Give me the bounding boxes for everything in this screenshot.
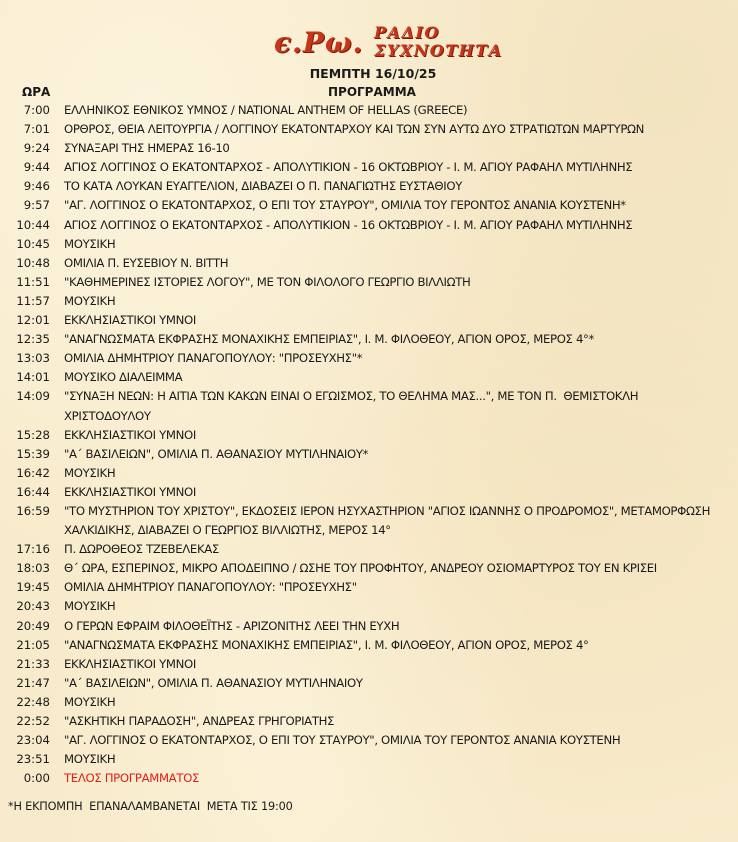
schedule-time: 10:45: [16, 236, 50, 251]
schedule-row-end: [0, 769, 738, 788]
schedule-row: [0, 196, 738, 215]
schedule-row: [0, 502, 738, 540]
schedule-program: ΟΜΙΛΙΑ Π. ΕΥΣΕΒΙΟΥ Ν. ΒΙΤΤΗ: [64, 255, 229, 270]
schedule-row: [0, 158, 738, 177]
schedule-program: ΟΡΘΡΟΣ, ΘΕΙΑ ΛΕΙΤΟΥΡΓΙΑ / ΛΟΓΓΙΝΟΥ ΕΚΑΤΟΝΤΑΡΧΟΥ ΚΑΙ ΤΩΝ ΣΥΝ ΑΥΤΩ ΔΥΟ ΣΤΡΑΤΙΩΤΩΝ ΜΑΡΤΥΡΩΝ: [64, 122, 644, 137]
schedule-program: ΜΟΥΣΙΚΗ: [64, 236, 116, 251]
schedule-program: "ΑΓ. ΛΟΓΓΙΝΟΣ Ο ΕΚΑΤΟΝΤΑΡΧΟΣ, Ο ΕΠΙ ΤΟΥ ΣΤΑΥΡΟΥ", ΟΜΙΛΙΑ ΤΟΥ ΓΕΡΟΝΤΟΣ ΑΝΑΝΙΑ ΚΟΥΣΤΕΝΗ: [64, 733, 621, 748]
schedule-row: [0, 235, 738, 254]
schedule-time: 14:09: [16, 389, 50, 404]
schedule-row: [0, 311, 738, 330]
schedule-list: [0, 101, 738, 788]
schedule-time: 20:43: [16, 599, 50, 614]
schedule-time: 12:35: [16, 332, 50, 347]
schedule-time: 21:47: [16, 675, 50, 690]
schedule-program: ΟΜΙΛΙΑ ΔΗΜΗΤΡΙΟΥ ΠΑΝΑΓΟΠΟΥΛΟΥ: "ΠΡΟΣΕΥΧΗΣ"*: [64, 351, 363, 366]
schedule-row: [0, 273, 738, 292]
logo-wordmark: [374, 24, 503, 60]
schedule-row: [0, 655, 738, 674]
schedule-time: 9:24: [23, 141, 50, 156]
schedule-time: 21:05: [16, 637, 50, 652]
schedule-time: 23:51: [16, 752, 50, 767]
schedule-time: 13:03: [16, 351, 50, 366]
schedule-row: [0, 597, 738, 616]
schedule-program: ΤΕΛΟΣ ΠΡΟΓΡΑΜΜΑΤΟΣ: [64, 771, 199, 786]
schedule-row: [0, 330, 738, 349]
schedule-row: [0, 177, 738, 196]
schedule-program: ΣΥΝΑΞΑΡΙ ΤΗΣ ΗΜΕΡΑΣ 16-10: [64, 141, 230, 156]
schedule-time: 11:51: [16, 274, 50, 289]
schedule-program: ΜΟΥΣΙΚΗ: [64, 599, 116, 614]
schedule-row: [0, 693, 738, 712]
schedule-program: ΜΟΥΣΙΚΟ ΔΙΑΛΕΙΜΜΑ: [64, 370, 183, 385]
schedule-program: ΕΛΛΗΝΙΚΟΣ ΕΘΝΙΚΟΣ ΥΜΝΟΣ / NATIONAL ANTHEM OF HELLAS (GREECE): [64, 103, 468, 117]
schedule-time: 10:48: [16, 255, 50, 270]
schedule-row: [0, 445, 738, 464]
schedule-time: 9:44: [23, 160, 50, 175]
schedule-row: [0, 216, 738, 235]
schedule-row: [0, 139, 738, 158]
schedule-row: [0, 483, 738, 502]
schedule-time: 16:59: [16, 503, 50, 518]
schedule-time: 15:39: [16, 446, 50, 461]
schedule-program: ΜΟΥΣΙΚΗ: [64, 293, 116, 308]
schedule-time: 14:01: [16, 370, 50, 385]
schedule-program: "ΑΓ. ΛΟΓΓΙΝΟΣ Ο ΕΚΑΤΟΝΤΑΡΧΟΣ, Ο ΕΠΙ ΤΟΥ ΣΤΑΥΡΟΥ", ΟΜΙΛΙΑ ΤΟΥ ΓΕΡΟΝΤΟΣ ΑΝΑΝΙΑ ΚΟΥΣΤΕΝΗ*: [64, 198, 626, 213]
schedule-time: 18:03: [16, 561, 50, 576]
schedule-row: [0, 578, 738, 597]
schedule-program: ΑΓΙΟΣ ΛΟΓΓΙΝΟΣ Ο ΕΚΑΤΟΝΤΑΡΧΟΣ - ΑΠΟΛΥΤΙΚΙΟΝ - 16 ΟΚΤΩΒΡΙΟΥ - Ι. Μ. ΑΓΙΟΥ ΡΑΦΑΗΛ ΜΥΤΙΛΗΝΗΣ: [64, 217, 633, 232]
footnote: *Η ΕΚΠΟΜΠΗ ΕΠΑΝΑΛΑΜΒΑΝΕΤΑΙ ΜΕΤΑ ΤΙΣ 19:00: [8, 800, 293, 813]
schedule-time: 7:01: [23, 122, 50, 137]
schedule-program: ΕΚΚΛΗΣΙΑΣΤΙΚΟΙ ΥΜΝΟΙ: [64, 484, 196, 499]
schedule-program: ΕΚΚΛΗΣΙΑΣΤΙΚΟΙ ΥΜΝΟΙ: [64, 656, 196, 671]
schedule-program: ΜΟΥΣΙΚΗ: [64, 694, 116, 709]
schedule-program: "ΤΟ ΜΥΣΤΗΡΙΟΝ ΤΟΥ ΧΡΙΣΤΟΥ", ΕΚΔΟΣΕΙΣ ΙΕΡΟΝ ΗΣΥΧΑΣΤΗΡΙΟΝ "ΑΓΙΟΣ ΙΩΑΝΝΗΣ Ο ΠΡΟΔΡΟΜΟΣ", ΜΕΤΑΜΟΡΦΩΣΗ ΧΑΛΚΙΔΙΚΗΣ, ΔΙΑΒΑΖΕΙ Ο ΓΕΩΡΓΙΟΣ ΒΙΛΛΙΩΤΗΣ, ΜΕΡΟΣ 14°: [64, 503, 714, 538]
schedule-program: "Α΄ ΒΑΣΙΛΕΙΩΝ", ΟΜΙΛΙΑ Π. ΑΘΑΝΑΣΙΟΥ ΜΥΤΙΛΗΝΑΙΟΥ*: [64, 446, 369, 461]
schedule-row: [0, 368, 738, 387]
logo-line-2: ΣΥΧΝΟΤΗΤΑ: [374, 41, 503, 60]
schedule-row: [0, 120, 738, 139]
schedule-program: ΟΜΙΛΙΑ ΔΗΜΗΤΡΙΟΥ ΠΑΝΑΓΟΠΟΥΛΟΥ: "ΠΡΟΣΕΥΧΗΣ": [64, 580, 357, 595]
schedule-row: [0, 349, 738, 368]
schedule-time: 0:00: [23, 771, 50, 786]
schedule-row: [0, 559, 738, 578]
logo-mark: є.Ρω.: [274, 26, 364, 59]
schedule-row: [0, 617, 738, 636]
schedule-time: 9:46: [23, 179, 50, 194]
schedule-program: ΜΟΥΣΙΚΗ: [64, 465, 116, 480]
schedule-program: "ΑΝΑΓΝΩΣΜΑΤΑ ΕΚΦΡΑΣΗΣ ΜΟΝΑΧΙΚΗΣ ΕΜΠΕΙΡΙΑΣ", Ι. Μ. ΦΙΛΟΘΕΟΥ, ΑΓΙΟΝ ΟΡΟΣ, ΜΕΡΟΣ 4°*: [64, 332, 595, 347]
schedule-program: Θ΄ ΩΡΑ, ΕΣΠΕΡΙΝΟΣ, ΜΙΚΡΟ ΑΠΟΔΕΙΠΝΟ / ΩΣΗΕ ΤΟΥ ΠΡΟΦΗΤΟΥ, ΑΝΔΡΕΟΥ ΟΣΙΟΜΑΡΤΥΡΟΣ ΤΟΥ ΕΝ ΚΡΙΣΕΙ: [64, 561, 657, 576]
schedule-row: [0, 731, 738, 750]
schedule-row: [0, 101, 738, 120]
schedule-program: ΕΚΚΛΗΣΙΑΣΤΙΚΟΙ ΥΜΝΟΙ: [64, 427, 196, 442]
schedule-row: [0, 254, 738, 273]
schedule-row: [0, 387, 738, 425]
logo-line-1: ΡΑΔΙΟ: [374, 23, 440, 42]
schedule-program: ΕΚΚΛΗΣΙΑΣΤΙΚΟΙ ΥΜΝΟΙ: [64, 313, 196, 328]
program-column-header: ΠΡΟΓΡΑΜΜΑ: [328, 85, 416, 99]
schedule-date: ΠΕΜΠΤΗ 16/10/25: [309, 66, 437, 81]
schedule-program: "ΣΥΝΑΞΗ ΝΕΩΝ: Η ΑΙΤΙΑ ΤΩΝ ΚΑΚΩΝ ΕΙΝΑΙ Ο ΕΓΩΙΣΜΟΣ, ΤΟ ΘΕΛΗΜΑ ΜΑΣ...", ΜΕ ΤΟΝ Π. ΘΕΜΙΣΤΟΚΛΗ ΧΡΙΣΤΟΔΟΥΛΟΥ: [64, 389, 642, 423]
schedule-time: 23:04: [16, 733, 50, 748]
schedule-program: ΤΟ ΚΑΤΑ ΛΟΥΚΑΝ ΕΥΑΓΓΕΛΙΟΝ, ΔΙΑΒΑΖΕΙ Ο Π. ΠΑΝΑΓΙΩΤΗΣ ΕΥΣΤΑΘΙΟΥ: [64, 179, 463, 194]
schedule-time: 16:44: [16, 484, 50, 499]
schedule-row: [0, 712, 738, 731]
station-logo: [274, 14, 503, 64]
schedule-program: "ΑΝΑΓΝΩΣΜΑΤΑ ΕΚΦΡΑΣΗΣ ΜΟΝΑΧΙΚΗΣ ΕΜΠΕΙΡΙΑΣ", Ι. Μ. ΦΙΛΟΘΕΟΥ, ΑΓΙΟΝ ΟΡΟΣ, ΜΕΡΟΣ 4°: [64, 637, 589, 652]
schedule-row: [0, 426, 738, 445]
schedule-row: [0, 636, 738, 655]
schedule-time: 12:01: [16, 313, 50, 328]
schedule-time: 7:00: [23, 103, 50, 117]
schedule-time: 20:49: [16, 618, 50, 633]
schedule-time: 11:57: [16, 293, 50, 308]
schedule-time: 16:42: [16, 465, 50, 480]
schedule-time: 22:52: [16, 714, 50, 728]
schedule-program: ΑΓΙΟΣ ΛΟΓΓΙΝΟΣ Ο ΕΚΑΤΟΝΤΑΡΧΟΣ - ΑΠΟΛΥΤΙΚΙΟΝ - 16 ΟΚΤΩΒΡΙΟΥ - Ι. Μ. ΑΓΙΟΥ ΡΑΦΑΗΛ ΜΥΤΙΛΗΝΗΣ: [64, 160, 633, 175]
schedule-time: 22:48: [16, 694, 50, 709]
schedule-row: [0, 674, 738, 693]
schedule-time: 9:57: [23, 198, 50, 213]
schedule-row: [0, 292, 738, 311]
schedule-program: "ΚΑΘΗΜΕΡΙΝΕΣ ΙΣΤΟΡΙΕΣ ΛΟΓΟΥ", ΜΕ ΤΟΝ ΦΙΛΟΛΟΓΟ ΓΕΩΡΓΙΟ ΒΙΛΛΙΩΤΗ: [64, 274, 471, 289]
schedule-time: 10:44: [16, 217, 50, 232]
schedule-program: ΜΟΥΣΙΚΗ: [64, 752, 116, 767]
schedule-program: "ΑΣΚΗΤΙΚΗ ΠΑΡΑΔΟΣΗ", ΑΝΔΡΕΑΣ ΓΡΗΓΟΡΙΑΤΗΣ: [64, 714, 335, 728]
schedule-row: [0, 540, 738, 559]
schedule-row: [0, 750, 738, 769]
schedule-time: 19:45: [16, 580, 50, 595]
time-column-header: ΩΡΑ: [22, 85, 51, 99]
schedule-time: 21:33: [16, 656, 50, 671]
schedule-time: 17:16: [16, 542, 50, 557]
schedule-program: Π. ΔΩΡΟΘΕΟΣ ΤΖΕΒΕΛΕΚΑΣ: [64, 542, 219, 557]
schedule-time: 15:28: [16, 427, 50, 442]
schedule-row: [0, 464, 738, 483]
schedule-program: Ο ΓΕΡΩΝ ΕΦΡΑΙΜ ΦΙΛΟΘΕΪΤΗΣ - ΑΡΙΖΟΝΙΤΗΣ ΛΕΕΙ ΤΗΝ ΕΥΧΗ: [64, 618, 400, 633]
schedule-program: "Α΄ ΒΑΣΙΛΕΙΩΝ", ΟΜΙΛΙΑ Π. ΑΘΑΝΑΣΙΟΥ ΜΥΤΙΛΗΝΑΙΟΥ: [64, 675, 363, 690]
